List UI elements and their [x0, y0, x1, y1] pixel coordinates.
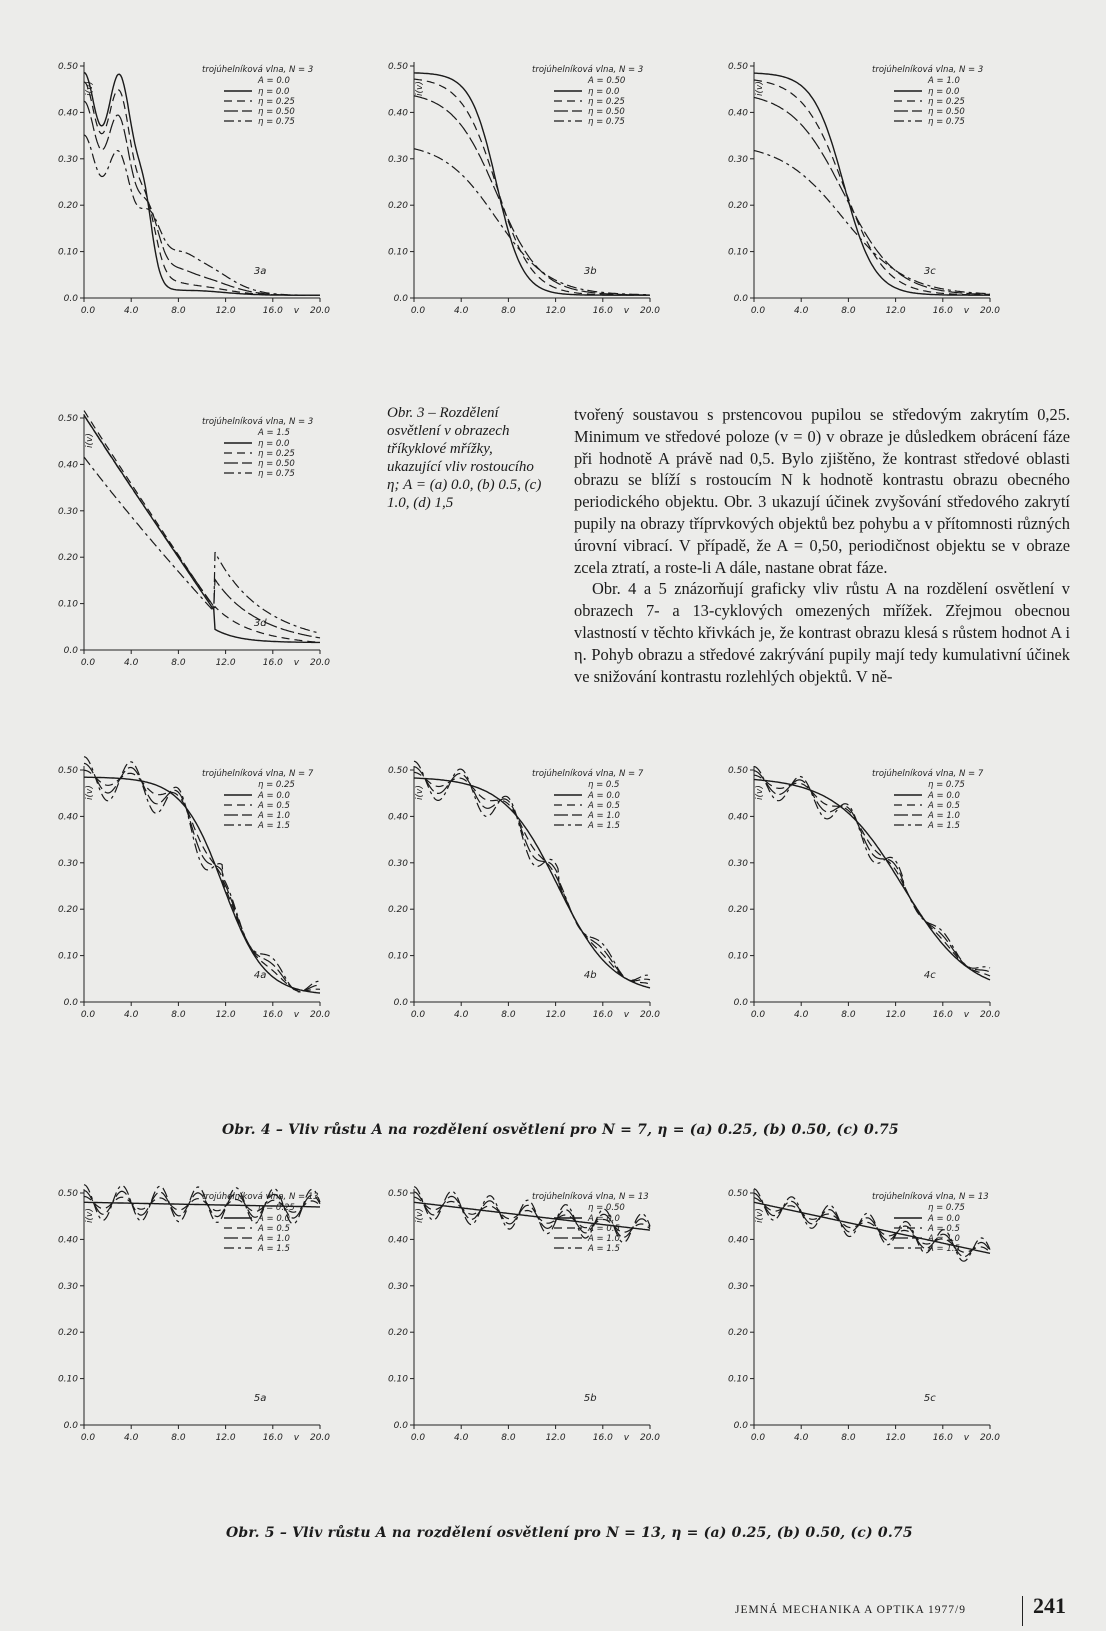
x-tick-label: 16.0: [262, 306, 283, 316]
legend-entry: A = 0.0: [928, 1214, 960, 1224]
legend-entry: A = 1.0: [928, 1234, 960, 1244]
figure-3-caption: [387, 404, 547, 512]
legend-entry: A = 1.0: [588, 1234, 620, 1244]
x-tick-label: 0.0: [750, 1010, 766, 1020]
y-tick-label: 0.40: [727, 1235, 748, 1246]
y-tick-label: 0.0: [63, 1421, 78, 1431]
x-axis-unit: v: [623, 306, 630, 316]
series-line-3: [84, 101, 320, 295]
x-tick-label: 4.0: [124, 658, 139, 668]
series-line-4: [84, 135, 320, 295]
y-tick-label: 0.40: [57, 108, 78, 119]
figure-3-caption-label: Obr. 3: [387, 405, 425, 421]
y-tick-label: 0.30: [57, 1281, 78, 1292]
plot-svg: [48, 752, 331, 1032]
x-tick-label: 12.0: [215, 306, 236, 316]
x-tick-label: 16.0: [932, 1433, 953, 1443]
x-axis-unit: v: [623, 1433, 630, 1443]
legend-entry: η = 0.0: [258, 87, 290, 97]
legend-entry: η = 0.0: [258, 439, 290, 449]
legend-entry: η = 0.75: [258, 469, 295, 479]
y-tick-label: 0.10: [57, 247, 78, 258]
plot-svg: [378, 752, 661, 1032]
plot-svg: [378, 48, 661, 328]
y-tick-label: 0.10: [387, 1374, 408, 1385]
x-tick-label: 12.0: [215, 1433, 236, 1443]
x-axis-unit: v: [623, 1010, 630, 1020]
y-tick-label: 0.40: [57, 460, 78, 471]
panel-tag: 3b: [583, 266, 597, 277]
legend-entry: A = 0.0: [928, 791, 960, 801]
x-tick-label: 12.0: [545, 1010, 566, 1020]
y-tick-label: 0.50: [727, 766, 748, 776]
y-tick-label: 0.0: [393, 1421, 408, 1431]
y-tick-label: 0.20: [727, 1328, 748, 1339]
y-tick-label: 0.50: [57, 62, 78, 72]
plot-5c: [718, 1175, 1001, 1455]
footer-divider: [1022, 1596, 1023, 1626]
x-tick-label: 12.0: [885, 1010, 906, 1020]
x-tick-label: 12.0: [215, 658, 236, 668]
plot-3a: [48, 48, 331, 328]
y-tick-label: 0.10: [727, 1374, 748, 1385]
y-tick-label: 0.40: [57, 1235, 78, 1246]
x-tick-label: 12.0: [545, 306, 566, 316]
legend-entry: η = 0.25: [928, 97, 965, 107]
plot-svg: [48, 1175, 331, 1455]
legend-entry: A = 0.5: [928, 1224, 960, 1234]
legend-entry: A = 1.5: [258, 821, 290, 831]
panel-tag: 5c: [923, 1393, 936, 1404]
legend-entry: η = 0.0: [588, 87, 620, 97]
legend-entry: η = 0.75: [588, 117, 625, 127]
figure-3-caption-text: – Rozdělení osvětlení v obrazech tříkyklové mřížky, ukazující vliv rostoucího η; A = (a) 0.0, (b) 0.5, (c) 1.0, (d) 1,5: [387, 405, 542, 511]
y-axis-label: i(v): [415, 81, 425, 96]
legend-title: trojúhelníková vlna, N = 13: [202, 1192, 319, 1202]
legend-entry: A = 0.0: [258, 791, 290, 801]
x-tick-label: 8.0: [171, 306, 186, 316]
y-tick-label: 0.20: [57, 553, 78, 564]
article-body: [574, 404, 1070, 687]
x-tick-label: 12.0: [545, 1433, 566, 1443]
y-tick-label: 0.20: [727, 905, 748, 916]
y-axis-label: i(v): [85, 1208, 95, 1223]
legend-fixed-param: A = 1.0: [928, 76, 960, 86]
y-tick-label: 0.30: [387, 858, 408, 869]
panel-tag: 3c: [923, 266, 936, 277]
x-tick-label: 4.0: [454, 1433, 469, 1443]
x-tick-label: 12.0: [215, 1010, 236, 1020]
x-tick-label: 20.0: [309, 658, 331, 668]
y-tick-label: 0.10: [387, 247, 408, 258]
legend-title: trojúhelníková vlna, N = 7: [202, 769, 314, 779]
y-tick-label: 0.30: [57, 154, 78, 165]
x-axis-unit: v: [293, 306, 300, 316]
x-tick-label: 16.0: [262, 1010, 283, 1020]
series-line-4: [754, 151, 990, 294]
x-tick-label: 8.0: [171, 1010, 186, 1020]
figure-5-caption: Obr. 5 – Vliv růstu A na rozdělení osvětlení pro N = 13, η = (a) 0.25, (b) 0.50, (c) 0.75: [226, 1525, 913, 1541]
legend-entry: η = 0.50: [258, 459, 295, 469]
y-tick-label: 0.50: [727, 62, 748, 72]
panel-tag: 5a: [253, 1393, 267, 1404]
x-tick-label: 8.0: [501, 306, 516, 316]
legend-entry: A = 1.0: [588, 811, 620, 821]
x-tick-label: 0.0: [410, 1010, 426, 1020]
legend-fixed-param: η = 0.75: [928, 780, 965, 790]
legend-title: trojúhelníková vlna, N = 3: [532, 65, 644, 75]
panel-tag: 3a: [253, 266, 267, 277]
y-tick-label: 0.20: [387, 905, 408, 916]
y-tick-label: 0.20: [57, 1328, 78, 1339]
y-tick-label: 0.30: [387, 1281, 408, 1292]
x-tick-label: 4.0: [124, 306, 139, 316]
legend-title: trojúhelníková vlna, N = 7: [532, 769, 644, 779]
x-tick-label: 20.0: [639, 306, 661, 316]
x-tick-label: 0.0: [80, 1433, 96, 1443]
legend-entry: η = 0.50: [588, 107, 625, 117]
x-tick-label: 20.0: [309, 1010, 331, 1020]
plot-svg: [378, 1175, 661, 1455]
plot-svg: [48, 400, 331, 680]
y-tick-label: 0.50: [387, 62, 408, 72]
x-axis-unit: v: [963, 1010, 970, 1020]
x-tick-label: 20.0: [309, 1433, 331, 1443]
x-tick-label: 16.0: [592, 1433, 613, 1443]
y-axis-label: i(v): [755, 1208, 765, 1223]
legend-entry: A = 0.5: [588, 801, 620, 811]
y-tick-label: 0.10: [57, 1374, 78, 1385]
x-tick-label: 20.0: [639, 1433, 661, 1443]
legend-fixed-param: η = 0.25: [258, 780, 295, 790]
y-tick-label: 0.0: [63, 646, 78, 656]
panel-tag: 5b: [583, 1393, 597, 1404]
legend-entry: A = 0.5: [928, 801, 960, 811]
y-tick-label: 0.40: [387, 108, 408, 119]
y-tick-label: 0.50: [387, 1189, 408, 1199]
y-tick-label: 0.0: [733, 998, 748, 1008]
legend-entry: A = 0.0: [588, 1214, 620, 1224]
x-axis-unit: v: [963, 306, 970, 316]
x-tick-label: 8.0: [171, 1433, 186, 1443]
legend-fixed-param: η = 0.5: [588, 780, 620, 790]
y-tick-label: 0.20: [727, 201, 748, 212]
x-tick-label: 0.0: [750, 1433, 766, 1443]
legend-entry: η = 0.25: [258, 97, 295, 107]
x-axis-unit: v: [293, 658, 300, 668]
plot-3b: [378, 48, 661, 328]
y-axis-label: i(v): [755, 785, 765, 800]
y-tick-label: 0.20: [387, 1328, 408, 1339]
x-tick-label: 8.0: [841, 1010, 856, 1020]
plot-svg: [718, 48, 1001, 328]
journal-footer: JEMNÁ MECHANIKA A OPTIKA 1977/9: [735, 1604, 966, 1616]
legend-title: trojúhelníková vlna, N = 7: [872, 769, 984, 779]
legend-entry: η = 0.75: [928, 117, 965, 127]
legend-entry: A = 1.0: [258, 1234, 290, 1244]
series-line-4: [414, 149, 650, 295]
y-tick-label: 0.10: [387, 951, 408, 962]
paragraph-1: tvořený soustavou s prstencovou pupilou se středovým zakrytím 0,25. Minimum ve středové poloze (v = 0) v obraze je důsledkem obrácení fáze při hodnotě A právě nad 0,5. Bylo zjištěno, že kontrast středové oblasti obrazu se blíží s rostoucím N k hodnotě kontrastu obrazu obecného periodického objektu. Obr. 3 ukazují účinek zvyšování středového zakrytí pupily na obrazy tříprvkových objektů bez pohybu a v přítomnosti různých úrovní vibrací. V případě, že A = 0,50, periodičnost objektu se v obraze zcela ztratí, a roste-li A dále, nastane obrat fáze.: [574, 405, 1070, 577]
legend-title: trojúhelníková vlna, N = 3: [202, 417, 314, 427]
x-tick-label: 12.0: [885, 1433, 906, 1443]
x-tick-label: 16.0: [932, 1010, 953, 1020]
legend-entry: A = 0.0: [588, 791, 620, 801]
x-tick-label: 20.0: [639, 1010, 661, 1020]
legend-title: trojúhelníková vlna, N = 13: [872, 1192, 989, 1202]
y-tick-label: 0.10: [57, 951, 78, 962]
legend-entry: A = 0.5: [258, 1224, 290, 1234]
y-tick-label: 0.40: [727, 812, 748, 823]
x-tick-label: 12.0: [885, 306, 906, 316]
x-tick-label: 16.0: [262, 1433, 283, 1443]
y-tick-label: 0.50: [57, 414, 78, 424]
x-tick-label: 8.0: [501, 1010, 516, 1020]
y-tick-label: 0.0: [63, 294, 78, 304]
y-axis-label: i(v): [415, 1208, 425, 1223]
legend-fixed-param: η = 0.75: [928, 1203, 965, 1213]
y-tick-label: 0.30: [727, 154, 748, 165]
legend-entry: A = 1.0: [258, 811, 290, 821]
plot-svg: [718, 1175, 1001, 1455]
legend-fixed-param: A = 1.5: [258, 428, 290, 438]
legend-fixed-param: η = 0.25: [258, 1203, 295, 1213]
y-tick-label: 0.50: [57, 1189, 78, 1199]
page-number: 241: [1033, 1593, 1066, 1618]
plot-svg: [48, 48, 331, 328]
y-tick-label: 0.40: [727, 108, 748, 119]
y-axis-label: i(v): [755, 81, 765, 96]
x-tick-label: 4.0: [794, 1010, 809, 1020]
legend-fixed-param: η = 0.50: [588, 1203, 625, 1213]
legend-entry: η = 0.50: [258, 107, 295, 117]
y-tick-label: 0.0: [63, 998, 78, 1008]
y-tick-label: 0.30: [57, 506, 78, 517]
x-tick-label: 4.0: [454, 1010, 469, 1020]
x-tick-label: 20.0: [979, 306, 1001, 316]
x-tick-label: 16.0: [262, 658, 283, 668]
y-tick-label: 0.10: [727, 951, 748, 962]
x-axis-unit: v: [963, 1433, 970, 1443]
legend-entry: A = 1.5: [588, 821, 620, 831]
x-tick-label: 8.0: [841, 306, 856, 316]
y-tick-label: 0.30: [727, 1281, 748, 1292]
x-axis-unit: v: [293, 1010, 300, 1020]
x-tick-label: 4.0: [454, 306, 469, 316]
x-tick-label: 20.0: [309, 306, 331, 316]
figure-4-caption: Obr. 4 – Vliv růstu A na rozdělení osvětlení pro N = 7, η = (a) 0.25, (b) 0.50, (c) 0.75: [222, 1122, 899, 1138]
x-tick-label: 8.0: [171, 658, 186, 668]
legend-fixed-param: A = 0.0: [258, 76, 290, 86]
x-tick-label: 8.0: [841, 1433, 856, 1443]
y-tick-label: 0.50: [57, 766, 78, 776]
x-tick-label: 4.0: [124, 1010, 139, 1020]
y-tick-label: 0.50: [387, 766, 408, 776]
series-line-4: [84, 457, 320, 633]
plot-5b: [378, 1175, 661, 1455]
legend-entry: A = 0.5: [258, 801, 290, 811]
x-tick-label: 0.0: [410, 1433, 426, 1443]
x-tick-label: 8.0: [501, 1433, 516, 1443]
plot-5a: [48, 1175, 331, 1455]
y-tick-label: 0.0: [393, 998, 408, 1008]
y-tick-label: 0.0: [393, 294, 408, 304]
y-tick-label: 0.30: [57, 858, 78, 869]
legend-entry: η = 0.0: [928, 87, 960, 97]
x-tick-label: 0.0: [80, 1010, 96, 1020]
legend-entry: η = 0.75: [258, 117, 295, 127]
x-axis-unit: v: [293, 1433, 300, 1443]
y-tick-label: 0.10: [727, 247, 748, 258]
plot-4a: [48, 752, 331, 1032]
x-tick-label: 4.0: [794, 306, 809, 316]
panel-tag: 4b: [583, 970, 597, 981]
y-tick-label: 0.30: [387, 154, 408, 165]
legend-entry: A = 0.5: [588, 1224, 620, 1234]
y-tick-label: 0.20: [57, 905, 78, 916]
plot-svg: [718, 752, 1001, 1032]
paragraph-2: Obr. 4 a 5 znázorňují graficky vliv růstu A na rozdělení osvětlení v obrazech 7- a 13-cyklových omezených mřížek. Zřejmou obecnou vlastností v těchto křivkách je, že kontrast obrazu klesá s růstem hodnot A i η. Pohyb obrazu a středové zakrývání pupily mají tedy kumulativní účinek ve snižování kontrastu rozlehlých objektů. V ně-: [574, 579, 1070, 686]
plot-4c: [718, 752, 1001, 1032]
y-axis-label: i(v): [85, 785, 95, 800]
y-tick-label: 0.20: [57, 201, 78, 212]
x-tick-label: 0.0: [80, 658, 96, 668]
legend-entry: η = 0.50: [928, 107, 965, 117]
plot-4b: [378, 752, 661, 1032]
y-axis-label: i(v): [85, 433, 95, 448]
y-tick-label: 0.40: [57, 812, 78, 823]
x-tick-label: 0.0: [750, 306, 766, 316]
x-tick-label: 0.0: [80, 306, 96, 316]
legend-fixed-param: A = 0.50: [588, 76, 626, 86]
y-tick-label: 0.40: [387, 1235, 408, 1246]
legend-entry: A = 1.5: [258, 1244, 290, 1254]
y-tick-label: 0.0: [733, 1421, 748, 1431]
panel-tag: 4c: [923, 970, 936, 981]
plot-3d: [48, 400, 331, 680]
legend-entry: A = 1.0: [928, 811, 960, 821]
legend-entry: A = 0.0: [258, 1214, 290, 1224]
x-tick-label: 20.0: [979, 1433, 1001, 1443]
legend-title: trojúhelníková vlna, N = 3: [202, 65, 314, 75]
x-tick-label: 20.0: [979, 1010, 1001, 1020]
x-tick-label: 16.0: [592, 306, 613, 316]
y-tick-label: 0.0: [733, 294, 748, 304]
y-tick-label: 0.50: [727, 1189, 748, 1199]
panel-tag: 4a: [253, 970, 267, 981]
y-axis-label: i(v): [85, 81, 95, 96]
legend-entry: A = 1.5: [928, 821, 960, 831]
x-tick-label: 4.0: [124, 1433, 139, 1443]
x-tick-label: 4.0: [794, 1433, 809, 1443]
y-tick-label: 0.30: [727, 858, 748, 869]
legend-entry: η = 0.25: [258, 449, 295, 459]
panel-tag: 3d: [253, 618, 267, 629]
legend-entry: η = 0.25: [588, 97, 625, 107]
legend-title: trojúhelníková vlna, N = 13: [532, 1192, 649, 1202]
y-tick-label: 0.10: [57, 599, 78, 610]
y-tick-label: 0.20: [387, 201, 408, 212]
x-tick-label: 16.0: [932, 306, 953, 316]
legend-title: trojúhelníková vlna, N = 3: [872, 65, 984, 75]
legend-entry: A = 1.5: [928, 1244, 960, 1254]
y-axis-label: i(v): [415, 785, 425, 800]
x-tick-label: 16.0: [592, 1010, 613, 1020]
plot-3c: [718, 48, 1001, 328]
x-tick-label: 0.0: [410, 306, 426, 316]
legend-entry: A = 1.5: [588, 1244, 620, 1254]
y-tick-label: 0.40: [387, 812, 408, 823]
